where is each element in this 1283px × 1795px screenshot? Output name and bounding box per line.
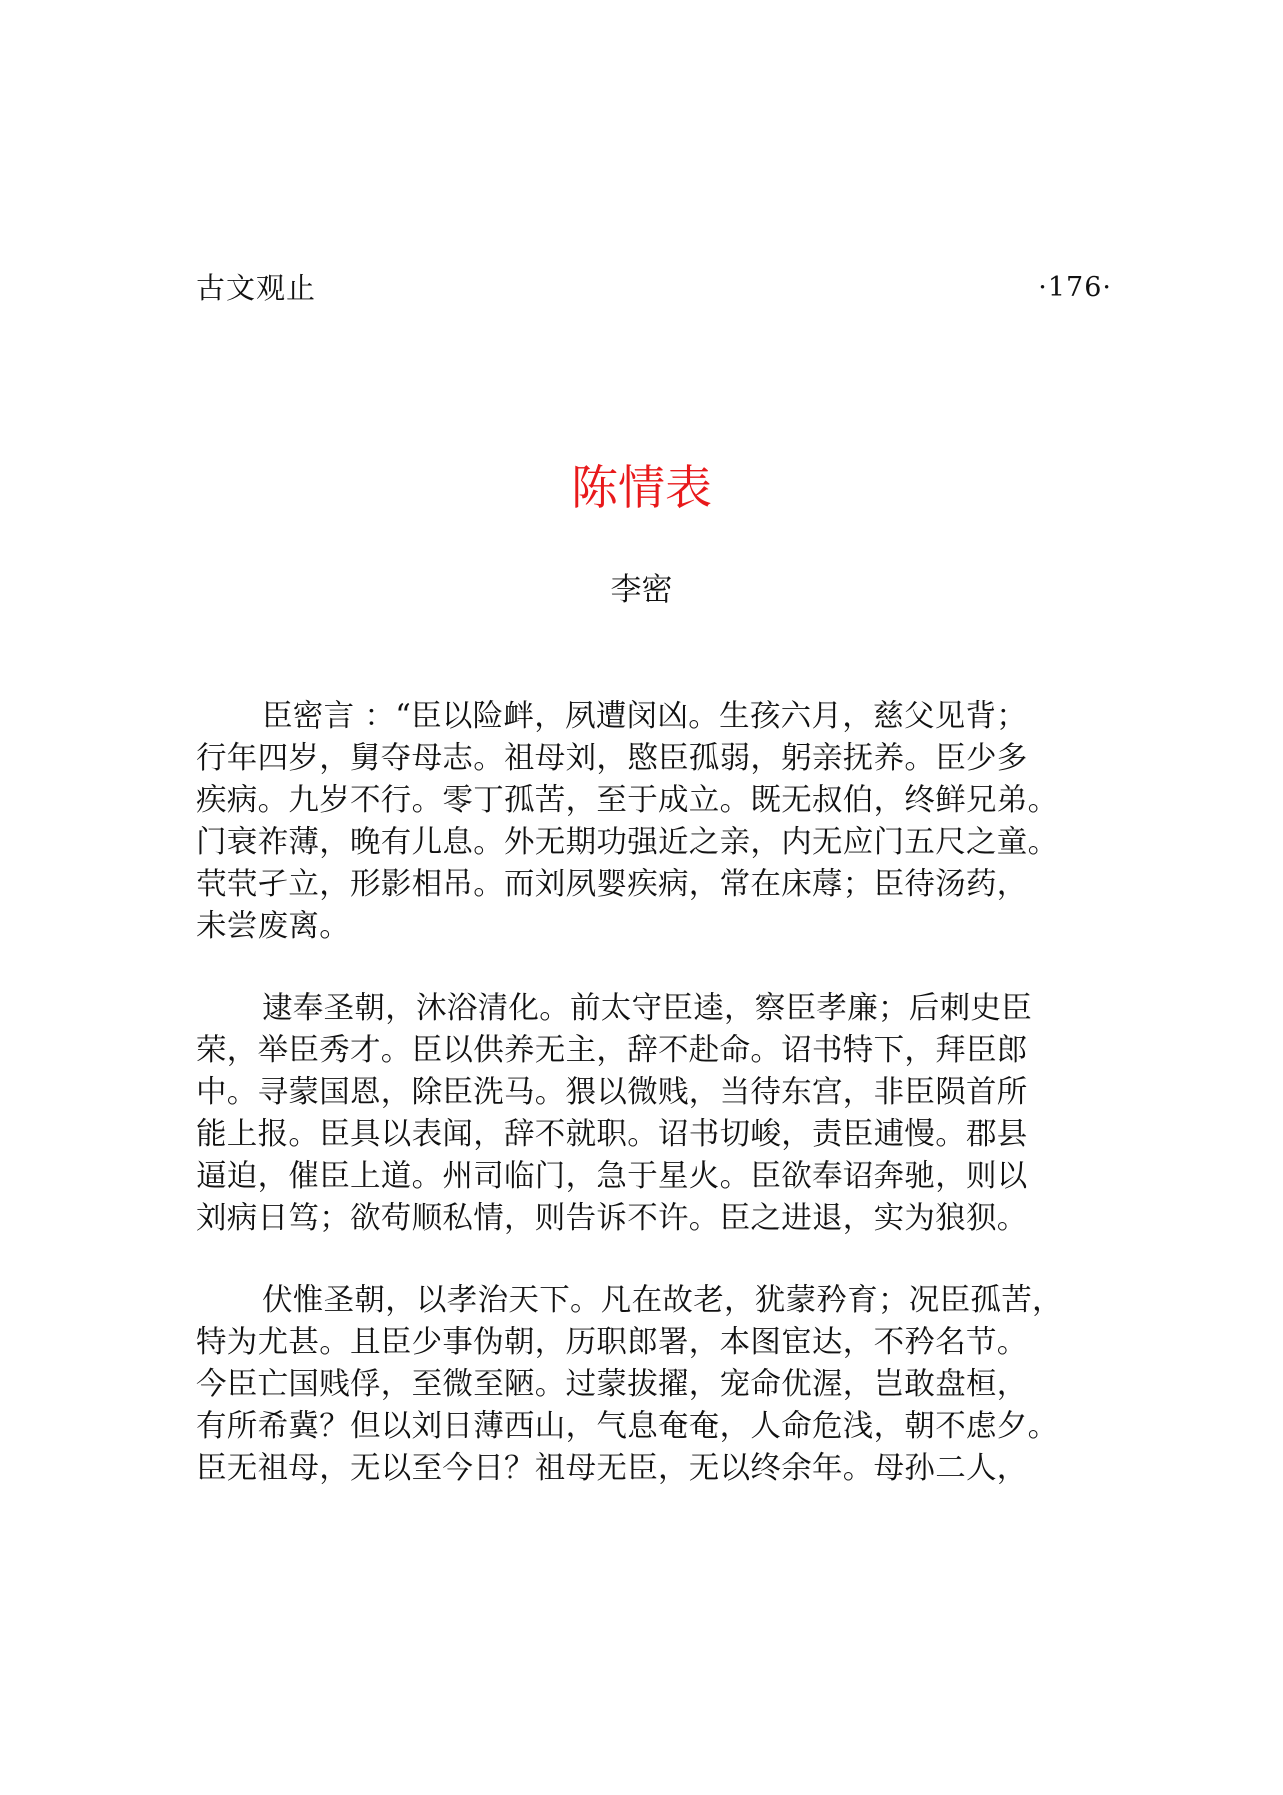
body-text [196, 696, 1112, 1530]
text-line: 特为尤甚。且臣少事伪朝，历职郎署，本图宦达，不矜名节。 [196, 1325, 1028, 1360]
page-number: ·176· [1038, 272, 1112, 303]
text-line: 逮奉圣朝，沐浴清化。前太守臣逵，察臣孝廉；后刺史臣 [262, 991, 1032, 1026]
page-header [196, 268, 1112, 308]
text-line: 臣密言 ：“臣以险衅，夙遭闵凶。生孩六月，慈父见背； [262, 699, 1028, 734]
text-line: 茕茕孑立，形影相吊。而刘夙婴疾病，常在床蓐；臣待汤药， [196, 867, 1028, 902]
paragraph-1 [196, 696, 1112, 948]
paragraph-3 [196, 1280, 1112, 1490]
text-line: 臣无祖母，无以至今日？祖母无臣，无以终余年。母孙二人， [196, 1451, 1028, 1486]
chapter-title: 陈情表 [571, 461, 712, 516]
text-line: 荣，举臣秀才。臣以供养无主，辞不赴命。诏书特下，拜臣郎 [196, 1033, 1028, 1068]
text-line: 刘病日笃；欲苟顺私情，则告诉不许。臣之进退，实为狼狈。 [196, 1201, 1028, 1236]
text-line: 门衰祚薄，晚有儿息。外无期功强近之亲，内无应门五尺之童。 [196, 825, 1059, 860]
text-line: 疾病。九岁不行。零丁孤苦，至于成立。既无叔伯，终鲜兄弟。 [196, 783, 1059, 818]
text-line: 未尝废离。 [196, 909, 350, 944]
text-line: 逼迫，催臣上道。州司临门，急于星火。臣欲奉诏奔驰，则以 [196, 1159, 1028, 1194]
text-line: 今臣亡国贱俘，至微至陋。过蒙拔擢，宠命优渥，岂敢盘桓， [196, 1367, 1028, 1402]
author-name: 李密 [610, 572, 673, 608]
book-title: 古文观止 [196, 271, 317, 305]
text-line: 有所希冀？但以刘日薄西山，气息奄奄，人命危浅，朝不虑夕。 [196, 1409, 1059, 1444]
text-line: 中。寻蒙国恩，除臣洗马。猥以微贱，当待东宫，非臣陨首所 [196, 1075, 1028, 1110]
text-line: 能上报。臣具以表闻，辞不就职。诏书切峻，责臣逋慢。郡县 [196, 1117, 1028, 1152]
text-line: 伏惟圣朝，以孝治天下。凡在故老，犹蒙矜育；况臣孤苦， [262, 1283, 1063, 1318]
paragraph-2 [196, 988, 1112, 1240]
text-line: 行年四岁，舅夺母志。祖母刘，愍臣孤弱，躬亲抚养。臣少多 [196, 741, 1028, 776]
